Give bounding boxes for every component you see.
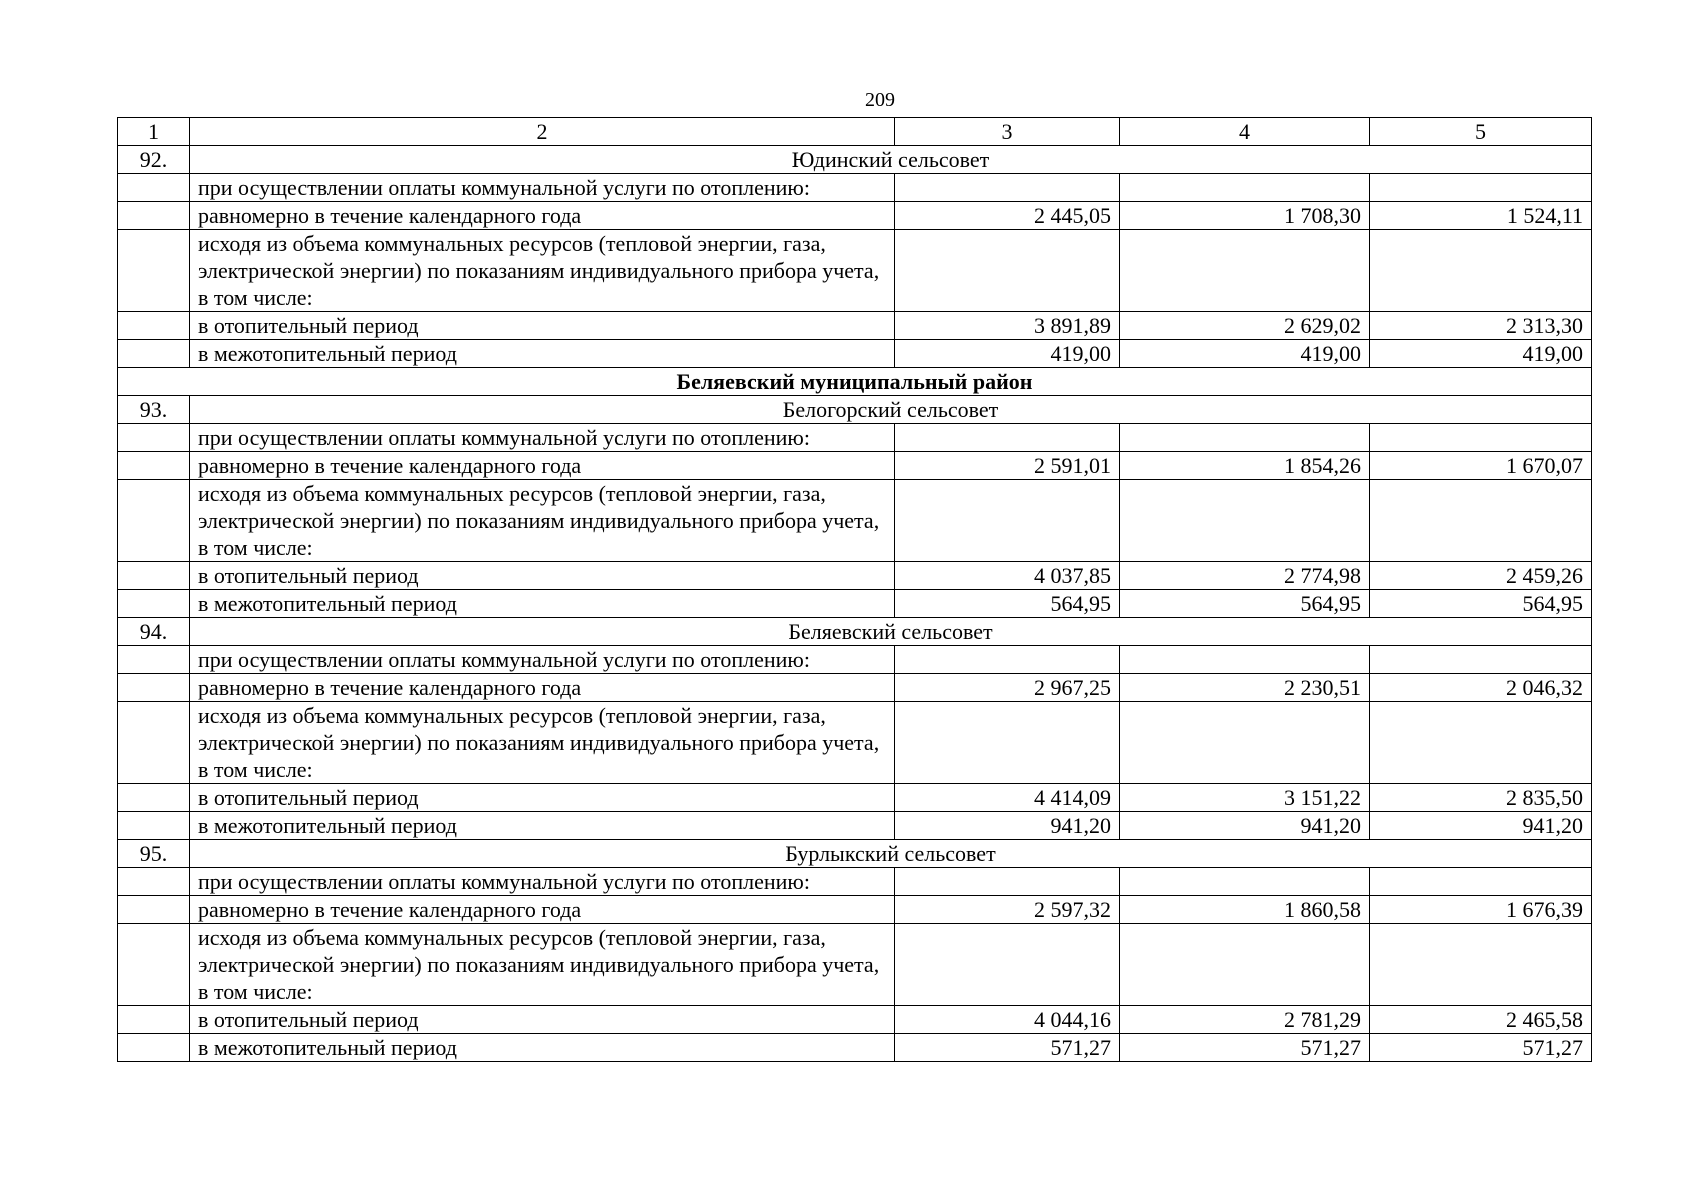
value-col-3: 4 044,16 xyxy=(895,1006,1120,1034)
value-col-5: 2 459,26 xyxy=(1370,562,1592,590)
row-number-empty xyxy=(118,562,190,590)
value-col-4 xyxy=(1120,702,1370,784)
value-col-5: 571,27 xyxy=(1370,1034,1592,1062)
row-description: равномерно в течение календарного года xyxy=(190,674,895,702)
value-col-3: 3 891,89 xyxy=(895,312,1120,340)
row-number-empty xyxy=(118,424,190,452)
row-description: равномерно в течение календарного года xyxy=(190,202,895,230)
row-number-empty xyxy=(118,1006,190,1034)
settlement-row xyxy=(118,840,1592,868)
value-col-5: 2 046,32 xyxy=(1370,674,1592,702)
row-number: 94. xyxy=(118,618,190,646)
row-number-empty xyxy=(118,812,190,840)
settlement-row xyxy=(118,396,1592,424)
row-description: при осуществлении оплаты коммунальной услуги по отоплению: xyxy=(190,646,895,674)
value-col-3: 564,95 xyxy=(895,590,1120,618)
section-row xyxy=(118,368,1592,396)
value-col-5 xyxy=(1370,702,1592,784)
page-number: 209 xyxy=(865,89,895,111)
value-col-3: 941,20 xyxy=(895,812,1120,840)
value-col-5: 2 465,58 xyxy=(1370,1006,1592,1034)
value-col-4 xyxy=(1120,174,1370,202)
row-description: в межотопительный период xyxy=(190,590,895,618)
value-col-5: 1 524,11 xyxy=(1370,202,1592,230)
value-col-4: 2 629,02 xyxy=(1120,312,1370,340)
row-number-empty xyxy=(118,452,190,480)
table-row xyxy=(118,1034,1592,1062)
row-number-empty xyxy=(118,590,190,618)
value-col-4: 419,00 xyxy=(1120,340,1370,368)
value-col-5: 1 676,39 xyxy=(1370,896,1592,924)
settlement-name: Белогорский сельсовет xyxy=(190,396,1592,424)
value-col-5: 1 670,07 xyxy=(1370,452,1592,480)
row-description: исходя из объема коммунальных ресурсов (тепловой энергии, газа, электрической энергии) по показаниям индивидуального прибора учета, в том числе: xyxy=(190,702,895,784)
table-row xyxy=(118,340,1592,368)
value-col-4: 1 854,26 xyxy=(1120,452,1370,480)
settlement-name: Беляевский сельсовет xyxy=(190,618,1592,646)
value-col-5: 2 835,50 xyxy=(1370,784,1592,812)
value-col-4: 1 708,30 xyxy=(1120,202,1370,230)
value-col-5: 2 313,30 xyxy=(1370,312,1592,340)
table-row xyxy=(118,174,1592,202)
settlement-name: Юдинский сельсовет xyxy=(190,146,1592,174)
row-number-empty xyxy=(118,784,190,812)
row-number-empty xyxy=(118,340,190,368)
row-number-empty xyxy=(118,702,190,784)
row-description: равномерно в течение календарного года xyxy=(190,896,895,924)
value-col-3: 571,27 xyxy=(895,1034,1120,1062)
row-description: в отопительный период xyxy=(190,784,895,812)
row-description: исходя из объема коммунальных ресурсов (тепловой энергии, газа, электрической энергии) по показаниям индивидуального прибора учета, в том числе: xyxy=(190,924,895,1006)
row-number-empty xyxy=(118,646,190,674)
value-col-5 xyxy=(1370,230,1592,312)
value-col-3 xyxy=(895,646,1120,674)
value-col-4: 571,27 xyxy=(1120,1034,1370,1062)
value-col-3: 2 597,32 xyxy=(895,896,1120,924)
row-description: при осуществлении оплаты коммунальной услуги по отоплению: xyxy=(190,868,895,896)
value-col-4: 2 230,51 xyxy=(1120,674,1370,702)
row-description: в межотопительный период xyxy=(190,812,895,840)
tariff-table xyxy=(117,117,1592,1062)
row-number-empty xyxy=(118,202,190,230)
row-number-empty xyxy=(118,174,190,202)
value-col-4: 2 781,29 xyxy=(1120,1006,1370,1034)
value-col-3: 2 591,01 xyxy=(895,452,1120,480)
row-description: равномерно в течение календарного года xyxy=(190,452,895,480)
table-row xyxy=(118,312,1592,340)
section-title: Беляевский муниципальный район xyxy=(118,368,1592,396)
value-col-5: 419,00 xyxy=(1370,340,1592,368)
table-row xyxy=(118,812,1592,840)
row-description: при осуществлении оплаты коммунальной услуги по отоплению: xyxy=(190,424,895,452)
value-col-4: 3 151,22 xyxy=(1120,784,1370,812)
value-col-5: 564,95 xyxy=(1370,590,1592,618)
value-col-3 xyxy=(895,174,1120,202)
table-row xyxy=(118,1006,1592,1034)
table-row xyxy=(118,590,1592,618)
row-description: в отопительный период xyxy=(190,1006,895,1034)
row-description: в отопительный период xyxy=(190,562,895,590)
value-col-3: 2 967,25 xyxy=(895,674,1120,702)
value-col-5 xyxy=(1370,424,1592,452)
value-col-5 xyxy=(1370,174,1592,202)
row-number-empty xyxy=(118,480,190,562)
value-col-4: 941,20 xyxy=(1120,812,1370,840)
value-col-4 xyxy=(1120,924,1370,1006)
value-col-3 xyxy=(895,702,1120,784)
table-row xyxy=(118,424,1592,452)
value-col-3: 4 037,85 xyxy=(895,562,1120,590)
value-col-3 xyxy=(895,230,1120,312)
row-description: исходя из объема коммунальных ресурсов (тепловой энергии, газа, электрической энергии) по показаниям индивидуального прибора учета, в том числе: xyxy=(190,480,895,562)
row-number-empty xyxy=(118,674,190,702)
column-number-3: 3 xyxy=(895,118,1120,146)
table-row xyxy=(118,230,1592,312)
value-col-3 xyxy=(895,480,1120,562)
row-number-empty xyxy=(118,312,190,340)
value-col-3: 4 414,09 xyxy=(895,784,1120,812)
value-col-5 xyxy=(1370,924,1592,1006)
table-row xyxy=(118,924,1592,1006)
value-col-3 xyxy=(895,924,1120,1006)
value-col-4 xyxy=(1120,424,1370,452)
value-col-3 xyxy=(895,424,1120,452)
value-col-4 xyxy=(1120,868,1370,896)
value-col-4: 2 774,98 xyxy=(1120,562,1370,590)
value-col-5 xyxy=(1370,480,1592,562)
table-row xyxy=(118,702,1592,784)
value-col-4 xyxy=(1120,480,1370,562)
value-col-3 xyxy=(895,868,1120,896)
value-col-4 xyxy=(1120,646,1370,674)
settlement-row xyxy=(118,146,1592,174)
value-col-3: 419,00 xyxy=(895,340,1120,368)
value-col-5 xyxy=(1370,646,1592,674)
column-number-1: 1 xyxy=(118,118,190,146)
value-col-4: 1 860,58 xyxy=(1120,896,1370,924)
row-number-empty xyxy=(118,1034,190,1062)
table-row xyxy=(118,646,1592,674)
row-description: в межотопительный период xyxy=(190,1034,895,1062)
value-col-4 xyxy=(1120,230,1370,312)
row-number-empty xyxy=(118,896,190,924)
table-body xyxy=(118,118,1592,1062)
settlement-row xyxy=(118,618,1592,646)
table-row xyxy=(118,784,1592,812)
row-description: исходя из объема коммунальных ресурсов (тепловой энергии, газа, электрической энергии) по показаниям индивидуального прибора учета, в том числе: xyxy=(190,230,895,312)
row-number: 92. xyxy=(118,146,190,174)
table-row xyxy=(118,896,1592,924)
table-row xyxy=(118,868,1592,896)
column-number-row xyxy=(118,118,1592,146)
row-number-empty xyxy=(118,868,190,896)
row-description: при осуществлении оплаты коммунальной услуги по отоплению: xyxy=(190,174,895,202)
table-row xyxy=(118,674,1592,702)
value-col-5: 941,20 xyxy=(1370,812,1592,840)
row-number-empty xyxy=(118,230,190,312)
value-col-5 xyxy=(1370,868,1592,896)
table-row xyxy=(118,202,1592,230)
value-col-4: 564,95 xyxy=(1120,590,1370,618)
column-number-4: 4 xyxy=(1120,118,1370,146)
column-number-2: 2 xyxy=(190,118,895,146)
row-number: 95. xyxy=(118,840,190,868)
table-row xyxy=(118,480,1592,562)
row-description: в отопительный период xyxy=(190,312,895,340)
table-row xyxy=(118,562,1592,590)
row-number: 93. xyxy=(118,396,190,424)
column-number-5: 5 xyxy=(1370,118,1592,146)
row-description: в межотопительный период xyxy=(190,340,895,368)
table-row xyxy=(118,452,1592,480)
row-number-empty xyxy=(118,924,190,1006)
settlement-name: Бурлыкский сельсовет xyxy=(190,840,1592,868)
value-col-3: 2 445,05 xyxy=(895,202,1120,230)
